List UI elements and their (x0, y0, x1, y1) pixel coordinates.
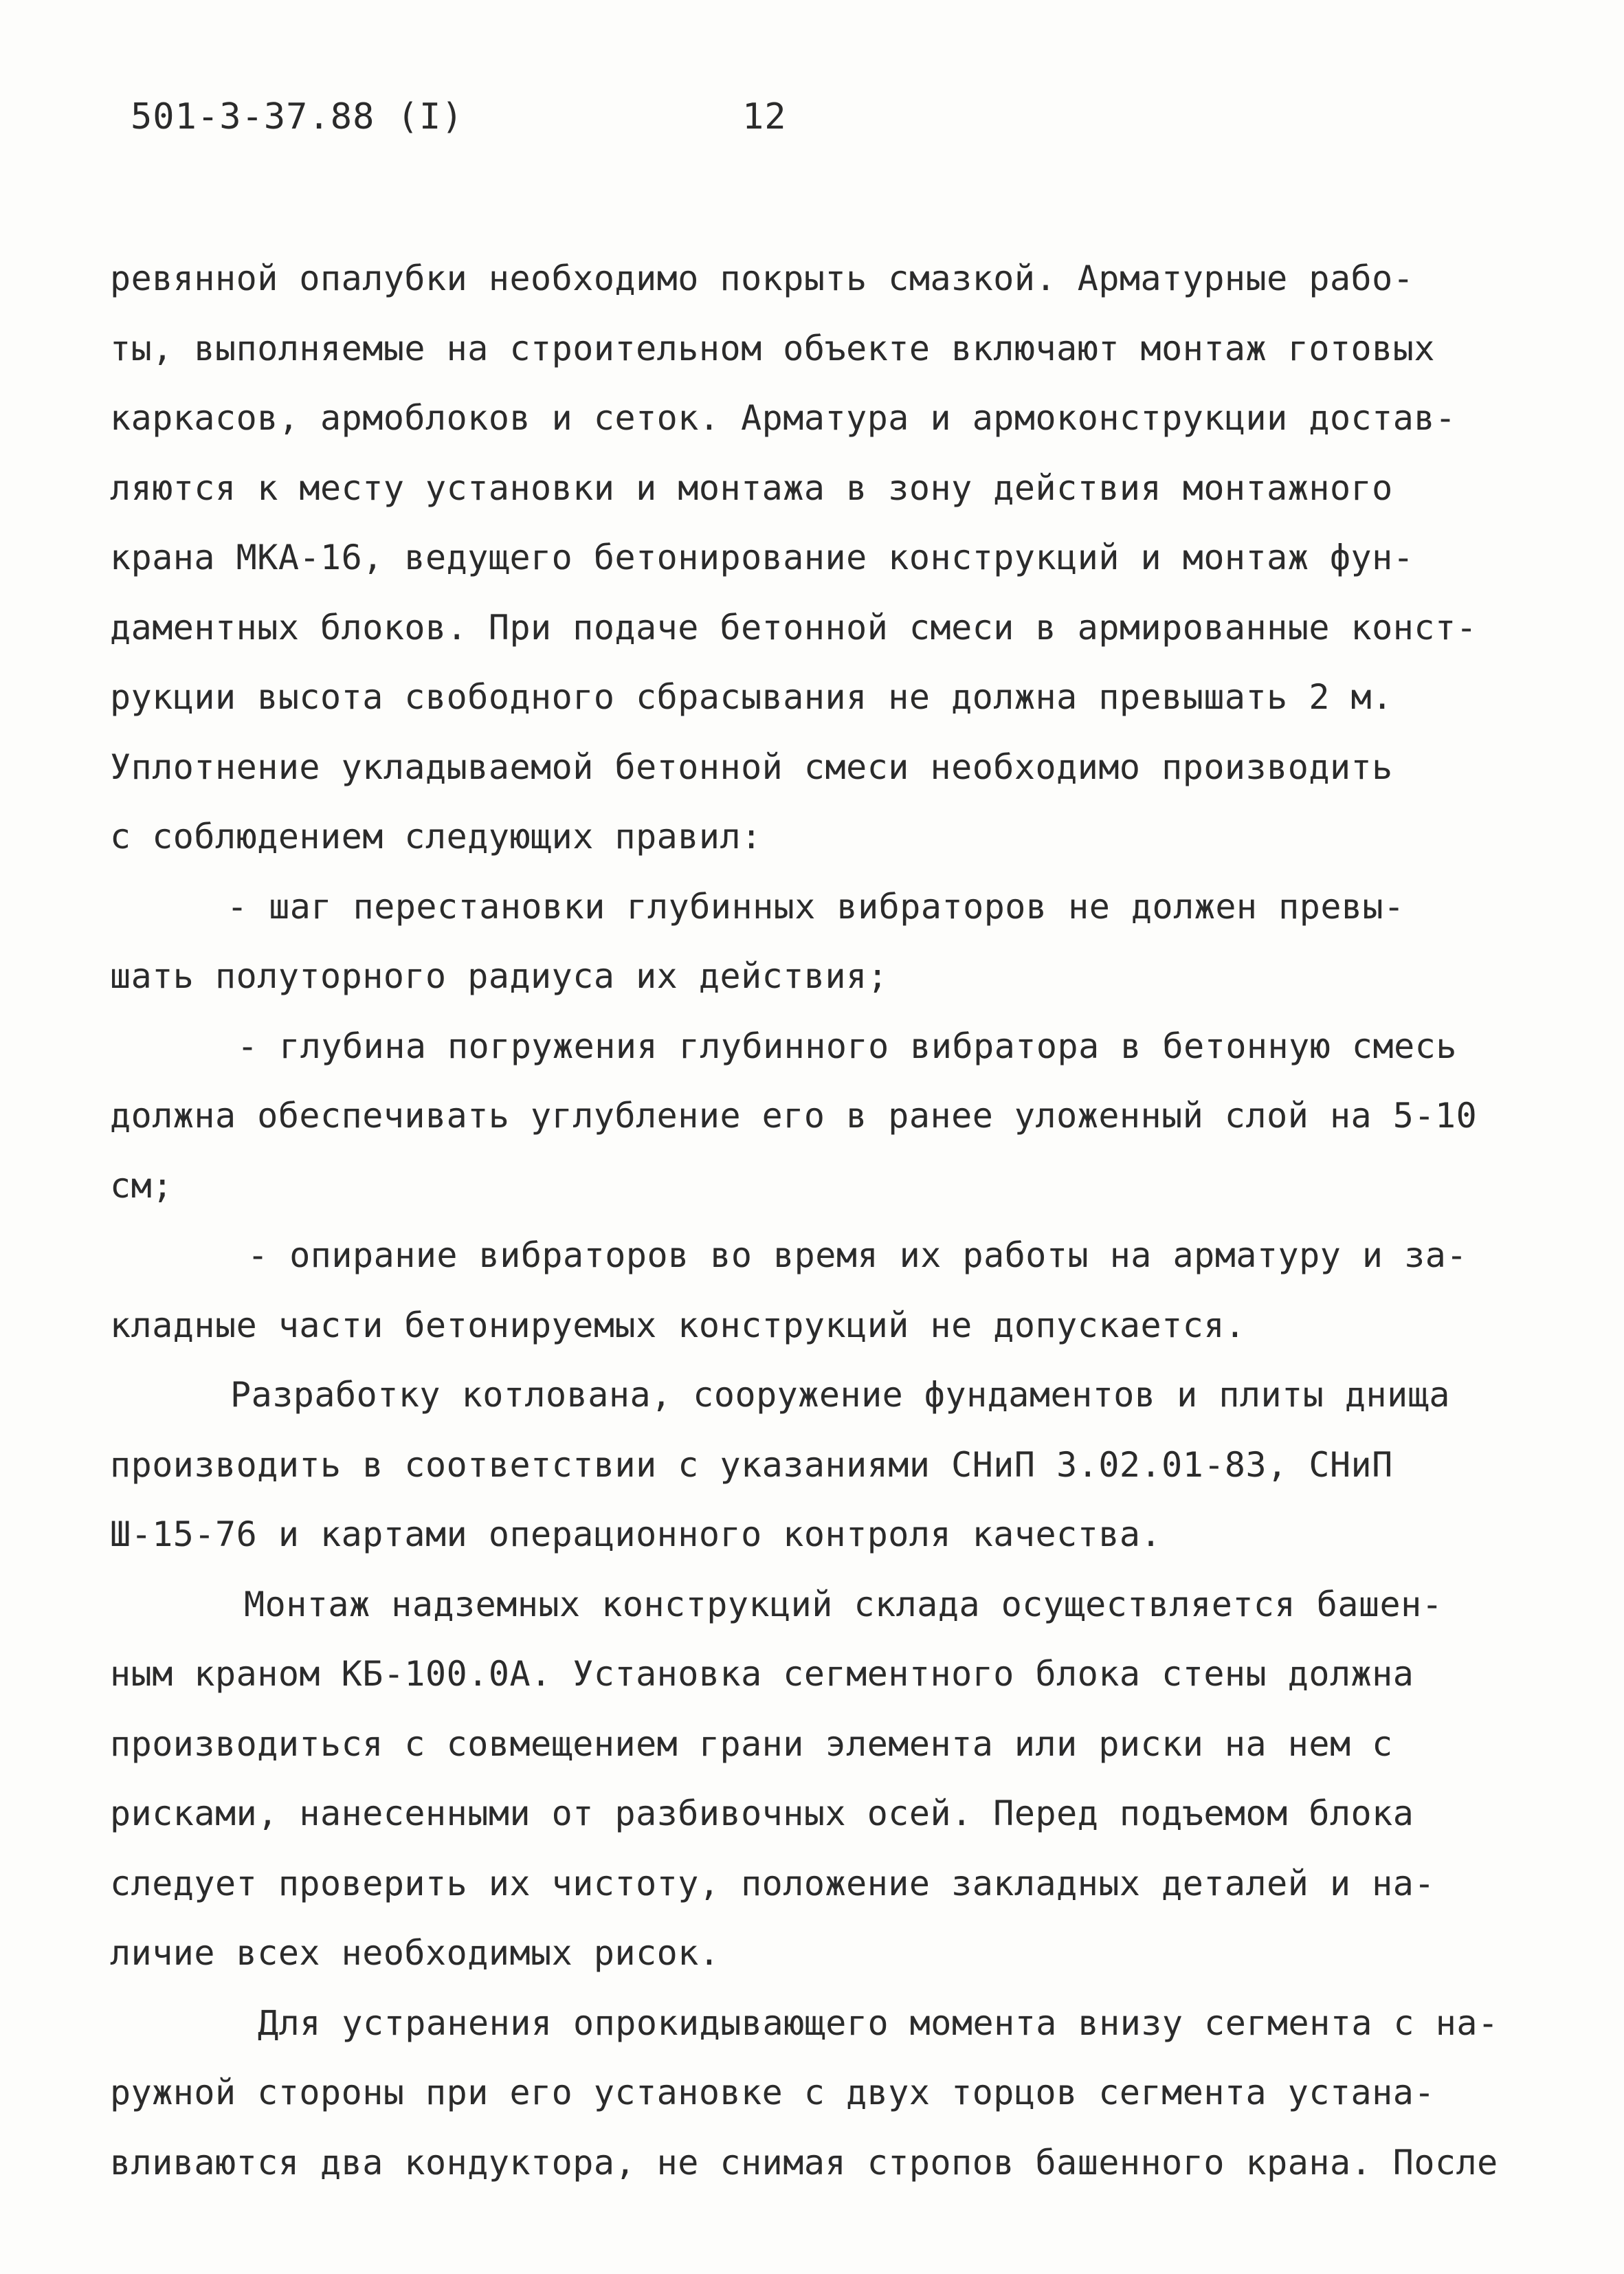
page-number: 12 (742, 96, 787, 137)
text-line: Ш-15-76 и картами операционного контроля качества. (110, 1514, 1162, 1554)
text-line: ляются к месту установки и монтажа в зону действия монтажного (110, 467, 1393, 508)
text-line: ным краном КБ-100.0А. Установка сегментного блока стены должна (110, 1654, 1414, 1694)
body-text (110, 244, 1539, 2198)
list-item-line: - опирание вибраторов во время их работы на арматуру и за- (247, 1235, 1467, 1275)
text-line: кладные части бетонируемых конструкций не допускается. (110, 1305, 1246, 1345)
text-line: рукции высота свободного сбрасывания не должна превышать 2 м. (110, 677, 1393, 717)
text-line: следует проверить их чистоту, положение закладных деталей и на- (110, 1863, 1435, 1903)
text-line: с соблюдением следующих правил: (110, 817, 762, 857)
text-line: производиться с совмещением грани элемента или риски на нем с (110, 1723, 1393, 1764)
document-code: 501-3-37.88 (I) (131, 96, 464, 137)
text-line: даментных блоков. При подаче бетонной смеси в армированные конст- (110, 607, 1478, 648)
text-line: Уплотнение укладываемой бетонной смеси необходимо производить (110, 747, 1393, 787)
text-line: ревянной опалубки необходимо покрыть смазкой. Арматурные рабо- (110, 258, 1414, 298)
text-line: ты, выполняемые на строительном объекте включают монтаж готовых (110, 328, 1435, 368)
paragraph-start-line: Для устранения опрокидывающего момента внизу сегмента с на- (258, 2002, 1499, 2043)
text-line: вливаются два кондуктора, не снимая стропов башенного крана. После (110, 2142, 1498, 2183)
paragraph-start-line: Разработку котлована, сооружение фундаментов и плиты днища (230, 1375, 1450, 1415)
page-header (131, 96, 887, 151)
text-line: шать полуторного радиуса их действия; (110, 956, 889, 996)
text-line: личие всех необходимых рисок. (110, 1933, 720, 1973)
text-line: производить в соответствии с указаниями СНиП 3.02.01-83, СНиП (110, 1444, 1393, 1485)
paragraph-start-line: Монтаж надземных конструкций склада осуществляется башен- (244, 1584, 1443, 1624)
text-line: каркасов, армоблоков и сеток. Арматура и армоконструкции достав- (110, 398, 1456, 438)
text-line: см; (110, 1165, 173, 1206)
text-line: ружной стороны при его установке с двух торцов сегмента устана- (110, 2073, 1435, 2112)
list-item-line: - шаг перестановки глубинных вибраторов не должен превы- (227, 886, 1405, 927)
text-line: рисками, нанесенными от разбивочных осей. Перед подъемом блока (110, 1793, 1414, 1833)
text-line: крана МКА-16, ведущего бетонирование конструкций и монтаж фун- (110, 538, 1414, 577)
text-line: должна обеспечивать углубление его в ранее уложенный слой на 5-10 (110, 1096, 1478, 1136)
list-item-line: - глубина погружения глубинного вибратора в бетонную смесь (237, 1026, 1457, 1066)
